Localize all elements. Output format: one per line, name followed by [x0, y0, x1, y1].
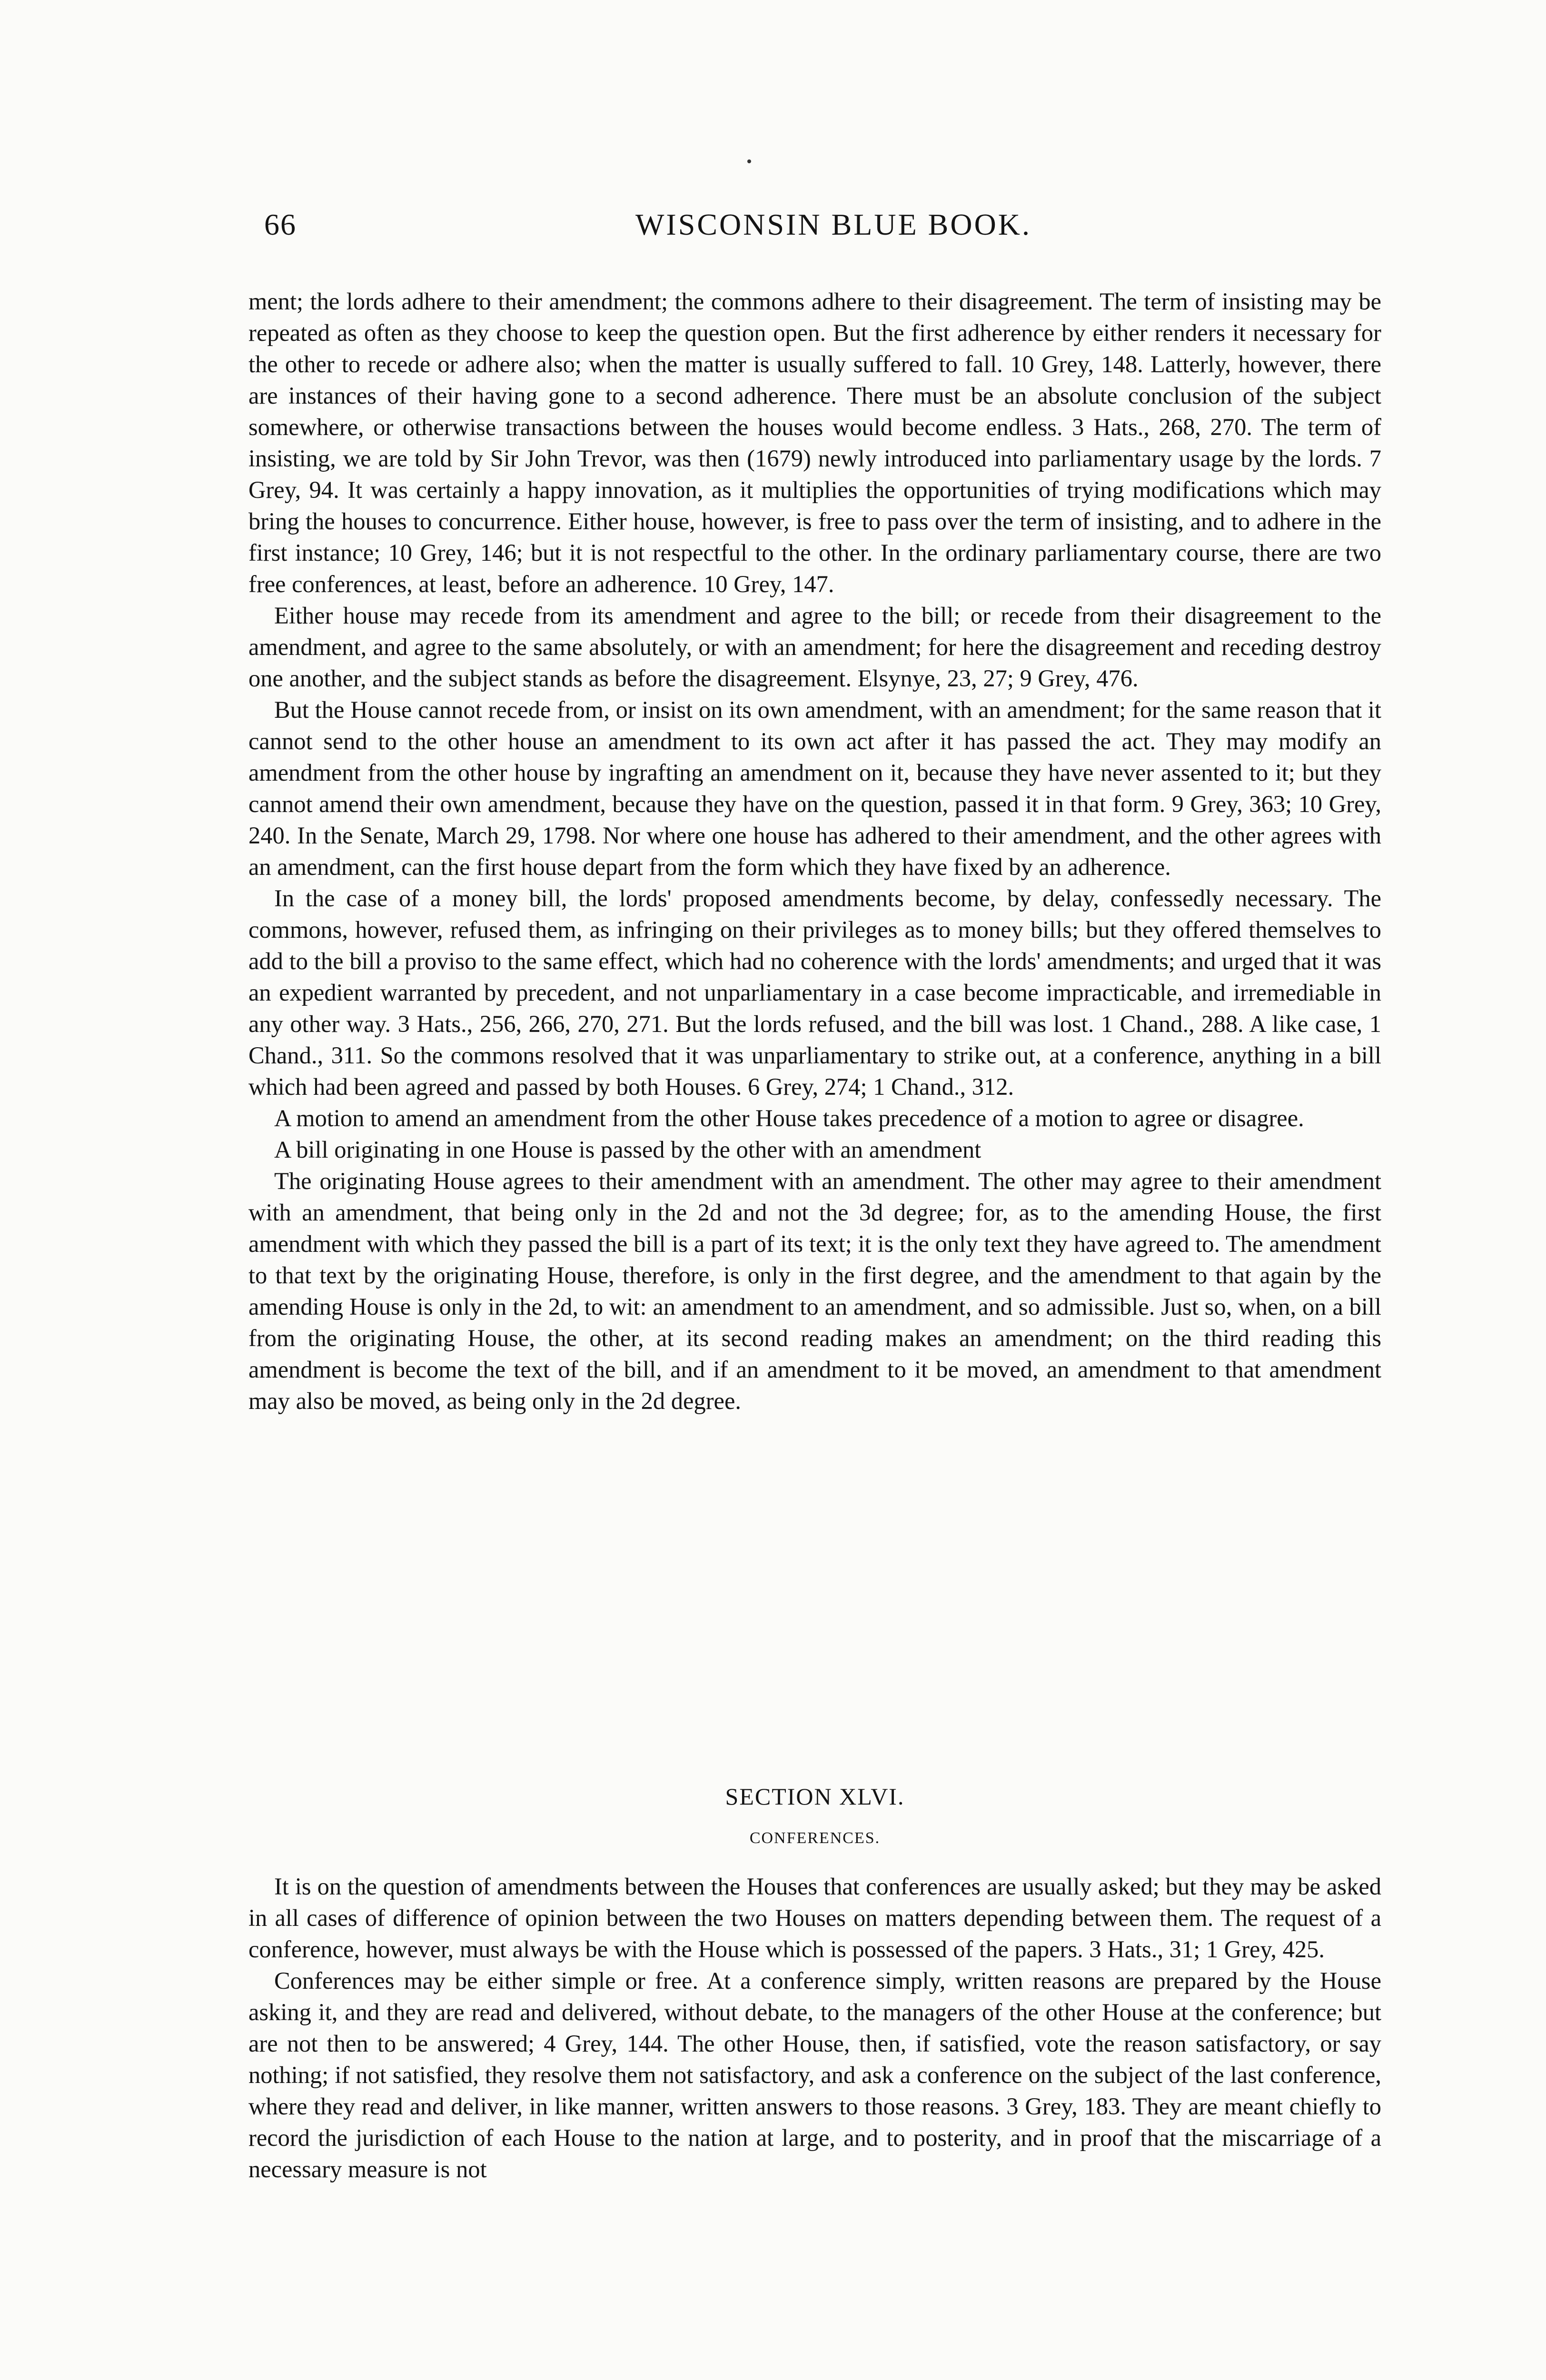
page-number: 66	[264, 208, 297, 241]
paragraph-2: Either house may recede from its amendment and agree to the bill; or recede from their disagreement to the amendment, and agree to the same absolutely, or with an amendment; for here the disagreement and receding destroy one another, and the subject stands as before the disagreement. Elsynye, 23, 27; 9 Grey, 476.	[248, 602, 1381, 692]
section-paragraph-2: Conferences may be either simple or free. At a conference simply, written reasons are prepared by the House asking it, and they are read and delivered, without debate, to the managers of the other House at the conference; but are not then to be answered; 4 Grey, 144. The other House, then, if satisfied, vote the reason satisfactory, or say nothing; if not satisfied, they resolve them not satisfactory, and ask a conference on the subject of the last conference, where they read and deliver, in like manner, written answers to those reasons. 3 Grey, 183. They are meant chiefly to record the jurisdiction of each House to the nation at large, and to posterity, and in proof that the miscarriage of a necessary measure is not	[248, 1967, 1381, 2182]
section-paragraph-1: It is on the question of amendments between the Houses that conferences are usually asked; but they may be asked in all cases of difference of opinion between the two Houses on matters depending between them. The request of a conference, however, must always be with the House which is possessed of the papers. 3 Hats., 31; 1 Grey, 425.	[248, 1873, 1381, 1963]
paragraph-6: A bill originating in one House is passed by the other with an amendment	[274, 1136, 981, 1163]
paragraph-4: In the case of a money bill, the lords' proposed amendments become, by delay, confessedly necessary. The commons, however, refused them, as infringing on their privileges as to money bills; but they offered themselves to add to the bill a proviso to the same effect, which had no coherence with the lords' amendments; and urged that it was an expedient warranted by precedent, and not unparliamentary in a case become impracticable, and irremediable in any other way. 3 Hats., 256, 266, 270, 271. But the lords refused, and the bill was lost. 1 Chand., 288. A like case, 1 Chand., 311. So the commons resolved that it was unparliamentary to strike out, at a conference, anything in a bill which had been agreed and passed by both Houses. 6 Grey, 274; 1 Chand., 312.	[248, 885, 1381, 1100]
running-head	[264, 207, 1373, 250]
running-title: WISCONSIN BLUE BOOK.	[635, 208, 1031, 241]
paragraph-1: ment; the lords adhere to their amendment; the commons adhere to their disagreement. The term of insisting may be repeated as often as they choose to keep the question open. But the first adherence by either renders it necessary for the other to recede or adhere also; when the matter is usually suffered to fall. 10 Grey, 148. Latterly, however, there are instances of their having gone to a second adherence. There must be an absolute conclusion of the subject somewhere, or otherwise transactions between the houses would become endless. 3 Hats., 268, 270. The term of insisting, we are told by Sir John Trevor, was then (1679) newly introduced into parliamentary usage by the lords. 7 Grey, 94. It was certainly a happy innovation, as it multiplies the opportunities of trying modifications which may bring the houses to concurrence. Either house, however, is free to pass over the term of insisting, and to adhere in the first instance; 10 Grey, 146; but it is not respectful to the other. In the ordinary parliamentary course, there are two free conferences, at least, before an adherence. 10 Grey, 147.	[248, 288, 1381, 597]
section-subheading: CONFERENCES.	[749, 1829, 881, 1847]
body-text	[248, 286, 1381, 1417]
section-heading-block	[248, 1783, 1381, 1847]
scan-speck	[747, 159, 751, 163]
paragraph-7: The originating House agrees to their amendment with an amendment. The other may agree to their amendment with an amendment, that being only in the 2d and not the 3d degree; for, as to the amending House, the first amendment with which they passed the bill is a part of its text; it is the only text they have agreed to. The amendment to that text by the originating House, therefore, is only in the first degree, and the amendment to that again by the amending House is only in the 2d, to wit: an amendment to an amendment, and so admissible. Just so, when, on a bill from the originating House, the other, at its second reading makes an amendment; on the third reading this amendment is become the text of the bill, and if an amendment to it be moved, an amendment to that amendment may also be moved, as being only in the 2d degree.	[248, 1168, 1381, 1414]
paragraph-3: But the House cannot recede from, or insist on its own amendment, with an amendment; for the same reason that it cannot send to the other house an amendment to its own act after it has passed the act. They may modify an amendment from the other house by ingrafting an amendment on it, because they have never assented to it; but they cannot amend their own amendment, because they have on the question, passed it in that form. 9 Grey, 363; 10 Grey, 240. In the Senate, March 29, 1798. Nor where one house has adhered to their amendment, and the other agrees with an amendment, can the first house depart from the form which they have fixed by an adherence.	[248, 696, 1381, 880]
paragraph-5: A motion to amend an amendment from the other House takes precedence of a motion to agree or disagree.	[274, 1105, 1304, 1131]
section-body-text	[248, 1871, 1381, 2185]
section-heading: SECTION XLVI.	[725, 1783, 905, 1810]
